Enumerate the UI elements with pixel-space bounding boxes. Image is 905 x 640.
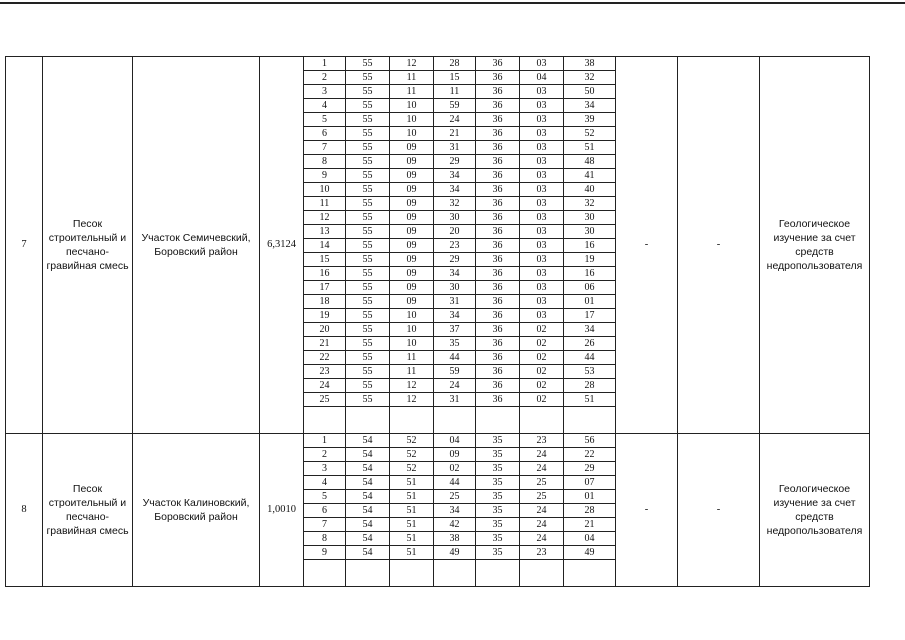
coordinate-value: 34	[434, 267, 476, 281]
coordinate-value: 20	[434, 225, 476, 239]
coordinate-value: 54	[346, 434, 390, 448]
coordinate-value: 03	[520, 211, 564, 225]
area-value: 6,3124	[260, 57, 304, 434]
coordinate-value: 24	[520, 462, 564, 476]
coordinate-value: 04	[520, 71, 564, 85]
coordinate-value: 10	[390, 99, 434, 113]
point-number: 9	[304, 169, 346, 183]
coordinate-value: 36	[476, 71, 520, 85]
coordinate-value: 34	[564, 99, 616, 113]
coordinate-value: 54	[346, 462, 390, 476]
coordinate-value: 11	[434, 85, 476, 99]
coordinate-value: 36	[476, 141, 520, 155]
coordinate-value: 35	[476, 518, 520, 532]
blank-cell	[564, 560, 616, 587]
coordinate-value: 36	[476, 365, 520, 379]
coordinate-row	[6, 57, 870, 71]
coordinate-value: 55	[346, 197, 390, 211]
coordinate-value: 03	[520, 99, 564, 113]
coordinate-value: 04	[564, 532, 616, 546]
coordinate-value: 36	[476, 309, 520, 323]
coordinate-value: 55	[346, 225, 390, 239]
coordinate-value: 36	[476, 57, 520, 71]
coordinate-value: 55	[346, 99, 390, 113]
point-number: 11	[304, 197, 346, 211]
coordinate-value: 55	[346, 337, 390, 351]
coordinate-value: 39	[564, 113, 616, 127]
blank-cell	[346, 560, 390, 587]
coordinate-value: 36	[476, 281, 520, 295]
purpose-text: Геологическое изучение за счет средств недропользователя	[760, 434, 870, 587]
coordinate-value: 09	[390, 225, 434, 239]
coordinate-value: 37	[434, 323, 476, 337]
point-number: 14	[304, 239, 346, 253]
coordinate-value: 03	[520, 239, 564, 253]
blank-cell	[564, 407, 616, 434]
point-number: 4	[304, 99, 346, 113]
coordinate-value: 55	[346, 323, 390, 337]
coordinate-value: 55	[346, 113, 390, 127]
coordinate-value: 17	[564, 309, 616, 323]
coordinate-value: 36	[476, 295, 520, 309]
coordinate-value: 36	[476, 351, 520, 365]
coordinate-value: 55	[346, 309, 390, 323]
coordinate-value: 09	[390, 253, 434, 267]
coordinate-value: 38	[564, 57, 616, 71]
point-number: 8	[304, 532, 346, 546]
coordinate-value: 51	[564, 393, 616, 407]
purpose-text: Геологическое изучение за счет средств недропользователя	[760, 57, 870, 434]
coordinate-value: 51	[564, 141, 616, 155]
coordinate-value: 50	[564, 85, 616, 99]
coordinate-value: 11	[390, 71, 434, 85]
coordinate-value: 21	[434, 127, 476, 141]
coordinate-value: 35	[476, 532, 520, 546]
point-number: 15	[304, 253, 346, 267]
coordinate-value: 44	[564, 351, 616, 365]
coordinate-value: 36	[476, 323, 520, 337]
coordinate-value: 09	[390, 141, 434, 155]
coordinate-value: 36	[476, 155, 520, 169]
coordinate-value: 54	[346, 504, 390, 518]
point-number: 12	[304, 211, 346, 225]
coordinate-value: 51	[390, 490, 434, 504]
blank-cell	[434, 560, 476, 587]
plot-name: Участок Калиновский, Боровский район	[133, 434, 260, 587]
coordinate-value: 03	[520, 141, 564, 155]
coordinate-value: 49	[564, 546, 616, 560]
coordinate-value: 25	[520, 476, 564, 490]
coordinate-value: 24	[520, 518, 564, 532]
coordinate-value: 59	[434, 99, 476, 113]
point-number: 19	[304, 309, 346, 323]
coordinate-value: 25	[520, 490, 564, 504]
coordinate-value: 07	[564, 476, 616, 490]
coordinate-value: 41	[564, 169, 616, 183]
coordinate-value: 52	[564, 127, 616, 141]
coordinate-value: 36	[476, 225, 520, 239]
coordinate-value: 55	[346, 267, 390, 281]
registry-body	[6, 57, 870, 587]
coordinate-value: 11	[390, 85, 434, 99]
blank-cell	[304, 560, 346, 587]
point-number: 23	[304, 365, 346, 379]
coordinate-value: 54	[346, 518, 390, 532]
point-number: 24	[304, 379, 346, 393]
area-value: 1,0010	[260, 434, 304, 587]
blank-cell	[476, 560, 520, 587]
coordinate-value: 30	[434, 281, 476, 295]
coordinate-value: 10	[390, 323, 434, 337]
top-rule	[0, 2, 905, 4]
coordinate-value: 51	[390, 518, 434, 532]
coordinate-value: 01	[564, 295, 616, 309]
coordinate-value: 52	[390, 448, 434, 462]
coordinate-value: 24	[520, 448, 564, 462]
coordinate-value: 03	[520, 281, 564, 295]
coordinate-value: 51	[390, 504, 434, 518]
coordinate-value: 02	[434, 462, 476, 476]
blank-cell	[520, 560, 564, 587]
coordinate-value: 31	[434, 295, 476, 309]
point-number: 17	[304, 281, 346, 295]
point-number: 4	[304, 476, 346, 490]
coordinate-value: 03	[520, 183, 564, 197]
coordinate-value: 55	[346, 71, 390, 85]
coordinate-value: 03	[520, 309, 564, 323]
coordinate-value: 36	[476, 113, 520, 127]
coordinate-value: 54	[346, 448, 390, 462]
point-number: 7	[304, 518, 346, 532]
coordinate-value: 51	[390, 476, 434, 490]
coordinate-value: 03	[520, 197, 564, 211]
coordinate-value: 09	[390, 281, 434, 295]
coordinate-value: 02	[520, 323, 564, 337]
coordinate-value: 30	[564, 225, 616, 239]
coordinate-value: 03	[520, 113, 564, 127]
coordinate-value: 36	[476, 99, 520, 113]
coordinate-value: 55	[346, 211, 390, 225]
coordinate-value: 03	[520, 267, 564, 281]
coordinate-value: 09	[390, 211, 434, 225]
point-number: 21	[304, 337, 346, 351]
coordinate-value: 36	[476, 379, 520, 393]
coordinate-value: 34	[434, 183, 476, 197]
coordinate-value: 11	[390, 351, 434, 365]
coordinate-value: 42	[434, 518, 476, 532]
coordinate-value: 44	[434, 351, 476, 365]
coordinate-value: 40	[564, 183, 616, 197]
point-number: 25	[304, 393, 346, 407]
coordinate-value: 36	[476, 239, 520, 253]
blank-cell	[346, 407, 390, 434]
blank-cell	[390, 560, 434, 587]
coordinate-value: 23	[434, 239, 476, 253]
coordinate-value: 03	[520, 295, 564, 309]
coordinate-value: 36	[476, 197, 520, 211]
coordinate-value: 09	[390, 267, 434, 281]
coordinate-value: 24	[520, 504, 564, 518]
coordinate-value: 22	[564, 448, 616, 462]
point-number: 10	[304, 183, 346, 197]
coordinate-value: 35	[476, 448, 520, 462]
coordinate-value: 34	[434, 169, 476, 183]
coordinate-value: 34	[434, 309, 476, 323]
coordinate-value: 10	[390, 309, 434, 323]
point-number: 5	[304, 490, 346, 504]
coordinate-value: 54	[346, 476, 390, 490]
coordinate-value: 29	[564, 462, 616, 476]
point-number: 9	[304, 546, 346, 560]
coordinate-value: 02	[520, 393, 564, 407]
coordinate-value: 12	[390, 379, 434, 393]
blank-cell	[476, 407, 520, 434]
mineral-name: Песок строительный и песчано-гравийная смесь	[43, 434, 133, 587]
coordinate-value: 36	[476, 169, 520, 183]
coordinate-value: 51	[390, 546, 434, 560]
coordinate-value: 24	[520, 532, 564, 546]
coordinate-value: 09	[390, 169, 434, 183]
coordinate-value: 44	[434, 476, 476, 490]
column-b-value: -	[678, 434, 760, 587]
coordinate-value: 55	[346, 393, 390, 407]
point-number: 1	[304, 57, 346, 71]
coordinate-value: 10	[390, 337, 434, 351]
coordinate-value: 02	[520, 337, 564, 351]
blank-cell	[390, 407, 434, 434]
coordinate-value: 04	[434, 434, 476, 448]
point-number: 13	[304, 225, 346, 239]
coordinate-value: 36	[476, 393, 520, 407]
coordinate-value: 16	[564, 267, 616, 281]
coordinate-value: 09	[390, 155, 434, 169]
point-number: 22	[304, 351, 346, 365]
coordinate-value: 23	[520, 434, 564, 448]
coordinate-value: 30	[434, 211, 476, 225]
point-number: 5	[304, 113, 346, 127]
coordinate-value: 49	[434, 546, 476, 560]
coordinate-value: 56	[564, 434, 616, 448]
coordinate-value: 54	[346, 532, 390, 546]
coordinate-value: 24	[434, 379, 476, 393]
coordinate-value: 16	[564, 239, 616, 253]
coordinate-value: 53	[564, 365, 616, 379]
coordinate-value: 15	[434, 71, 476, 85]
coordinate-value: 36	[476, 337, 520, 351]
coordinate-value: 55	[346, 57, 390, 71]
coordinate-value: 03	[520, 155, 564, 169]
coordinate-value: 10	[390, 127, 434, 141]
coordinate-value: 54	[346, 490, 390, 504]
plot-name: Участок Семичевский, Боровский район	[133, 57, 260, 434]
coordinate-value: 06	[564, 281, 616, 295]
coordinate-value: 09	[390, 295, 434, 309]
coordinate-value: 36	[476, 253, 520, 267]
coordinate-value: 34	[564, 323, 616, 337]
coordinate-value: 12	[390, 393, 434, 407]
column-b-value: -	[678, 57, 760, 434]
point-number: 3	[304, 462, 346, 476]
coordinate-value: 03	[520, 57, 564, 71]
coordinate-value: 10	[390, 113, 434, 127]
point-number: 2	[304, 71, 346, 85]
coordinate-value: 55	[346, 253, 390, 267]
coordinate-value: 36	[476, 267, 520, 281]
coordinate-value: 55	[346, 239, 390, 253]
coordinate-value: 32	[564, 197, 616, 211]
point-number: 8	[304, 155, 346, 169]
coordinate-value: 35	[476, 546, 520, 560]
coordinate-value: 35	[476, 462, 520, 476]
coordinate-value: 09	[434, 448, 476, 462]
coordinate-value: 24	[434, 113, 476, 127]
blank-cell	[520, 407, 564, 434]
coordinate-value: 36	[476, 127, 520, 141]
coordinate-value: 30	[564, 211, 616, 225]
coordinate-value: 36	[476, 211, 520, 225]
coordinate-value: 11	[390, 365, 434, 379]
point-number: 3	[304, 85, 346, 99]
coordinate-value: 12	[390, 57, 434, 71]
coordinate-value: 32	[564, 71, 616, 85]
coordinate-value: 03	[520, 225, 564, 239]
coordinate-value: 02	[520, 365, 564, 379]
coordinate-value: 36	[476, 85, 520, 99]
coordinate-value: 55	[346, 379, 390, 393]
coordinate-value: 35	[476, 434, 520, 448]
coordinate-value: 52	[390, 462, 434, 476]
coordinate-value: 34	[434, 504, 476, 518]
coordinate-value: 31	[434, 141, 476, 155]
point-number: 6	[304, 504, 346, 518]
coordinate-row	[6, 434, 870, 448]
point-number: 2	[304, 448, 346, 462]
coordinate-value: 35	[476, 504, 520, 518]
coordinate-value: 26	[564, 337, 616, 351]
coordinate-value: 51	[390, 532, 434, 546]
coordinate-value: 09	[390, 197, 434, 211]
coordinate-value: 36	[476, 183, 520, 197]
coordinate-value: 38	[434, 532, 476, 546]
coordinate-value: 29	[434, 155, 476, 169]
coordinate-value: 19	[564, 253, 616, 267]
coordinate-value: 55	[346, 281, 390, 295]
column-a-value: -	[616, 434, 678, 587]
row-number: 8	[6, 434, 43, 587]
coordinate-value: 03	[520, 127, 564, 141]
coordinate-value: 09	[390, 183, 434, 197]
blank-cell	[304, 407, 346, 434]
coordinate-value: 48	[564, 155, 616, 169]
coordinate-value: 52	[390, 434, 434, 448]
coordinate-value: 55	[346, 351, 390, 365]
coordinate-value: 02	[520, 351, 564, 365]
coordinate-value: 25	[434, 490, 476, 504]
blank-cell	[434, 407, 476, 434]
coordinate-value: 01	[564, 490, 616, 504]
coordinate-value: 28	[564, 379, 616, 393]
coordinate-value: 55	[346, 169, 390, 183]
coordinate-value: 31	[434, 393, 476, 407]
coordinate-value: 55	[346, 127, 390, 141]
coordinate-value: 21	[564, 518, 616, 532]
point-number: 16	[304, 267, 346, 281]
coordinate-value: 35	[476, 476, 520, 490]
coordinate-value: 28	[564, 504, 616, 518]
coordinate-value: 59	[434, 365, 476, 379]
coordinate-value: 35	[476, 490, 520, 504]
point-number: 20	[304, 323, 346, 337]
coordinate-value: 03	[520, 169, 564, 183]
coordinate-value: 55	[346, 141, 390, 155]
coordinate-value: 55	[346, 365, 390, 379]
point-number: 18	[304, 295, 346, 309]
coordinate-value: 55	[346, 85, 390, 99]
point-number: 6	[304, 127, 346, 141]
coordinate-value: 28	[434, 57, 476, 71]
coordinate-value: 29	[434, 253, 476, 267]
coordinate-value: 54	[346, 546, 390, 560]
row-number: 7	[6, 57, 43, 434]
coordinate-value: 55	[346, 155, 390, 169]
coordinate-value: 35	[434, 337, 476, 351]
coordinate-value: 09	[390, 239, 434, 253]
mineral-name: Песок строительный и песчано-гравийная смесь	[43, 57, 133, 434]
point-number: 7	[304, 141, 346, 155]
coordinate-value: 55	[346, 183, 390, 197]
coordinate-value: 32	[434, 197, 476, 211]
deposit-registry-table	[5, 56, 870, 587]
coordinate-value: 23	[520, 546, 564, 560]
coordinate-value: 03	[520, 253, 564, 267]
point-number: 1	[304, 434, 346, 448]
coordinate-value: 02	[520, 379, 564, 393]
coordinate-value: 03	[520, 85, 564, 99]
coordinate-value: 55	[346, 295, 390, 309]
column-a-value: -	[616, 57, 678, 434]
